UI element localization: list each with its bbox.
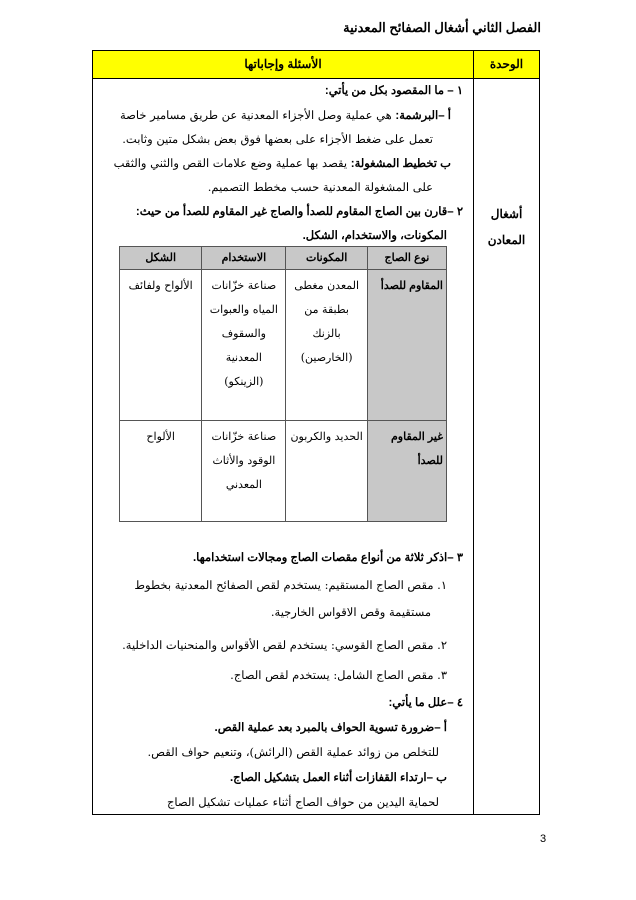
q2-title2: المكونات، والاستخدام، الشكل.: [302, 230, 447, 242]
q4-a-title: أ –ضرورة تسوية الحواف بالمبرد بعد عملية القص.: [214, 722, 447, 734]
table-row: [120, 420, 447, 522]
q1-b-text2: على المشغولة المعدنية حسب مخطط التصميم.: [207, 180, 433, 194]
chapter-title: الفصل الثاني أشغال الصفائح المعدنية: [343, 20, 541, 35]
q1-a-text2: تعمل على ضغط الأجزاء على بعضها فوق بعض بشكل متين وثابت.: [122, 132, 433, 146]
row1-type: المقاوم للصدأ: [367, 270, 446, 420]
comparison-table: [119, 246, 447, 522]
row1-components: المعدن مغطى بطبقة من بالزنك (الخارصين): [286, 270, 368, 420]
col-shape: الشكل: [120, 247, 202, 270]
column-divider: [473, 51, 474, 814]
header-questions: الأسئلة وإجاباتها: [244, 57, 322, 71]
q1-b-text1: يقصد بها عملية وضع علامات القص والثني والثقب: [113, 156, 348, 170]
comparison-header-row: [120, 247, 447, 270]
table-row: [120, 270, 447, 420]
header-unit: الوحدة: [489, 57, 524, 71]
q4-a-answer: للتخلص من زوائد عملية القص (الرائش)، وتنعيم حواف القص.: [147, 745, 439, 759]
q1-a: [120, 106, 451, 125]
row2-components: الحديد والكربون: [286, 420, 368, 522]
row2-type: غير المقاوم للصدأ: [367, 420, 446, 522]
qa-table: [92, 50, 540, 815]
q4-b-title: ب –ارتداء القفازات أثناء العمل بتشكيل الصاج.: [229, 772, 447, 784]
q1-a-label: أ –البرشمة:: [395, 110, 451, 122]
unit-name-line1: أشغال: [490, 207, 523, 221]
page-number: 3: [540, 833, 547, 845]
q1-title: ١ – ما المقصود بكل من يأتي:: [324, 85, 463, 97]
unit-name-line2: المعادن: [487, 233, 526, 247]
q4-title: ٤ –علل ما يأتي:: [388, 697, 463, 709]
unit-name: [474, 201, 539, 253]
col-type: نوع الصاج: [367, 247, 446, 270]
q1-b-label: ب تخطيط المشغولة:: [350, 158, 451, 170]
col-usage: الاستخدام: [202, 247, 286, 270]
q2-title1: ٢ –قارن بين الصاج المقاوم للصدأ والصاج غير المقاوم للصدأ من حيث:: [135, 206, 463, 218]
q3-item2: ٢. مقص الصاج القوسي: يستخدم لقص الأقواس والمنحنيات الداخلية.: [122, 638, 447, 652]
row2-usage: صناعة خزّانات الوقود والأثاث المعدني: [202, 420, 286, 522]
row1-usage: صناعة خزّانات المياه والعبوات والسقوف المعدنية (الزينكو): [202, 270, 286, 420]
row1-shape: الألواح ولفائف: [120, 270, 202, 420]
q3-item1b: مستقيمة وقص الاقواس الخارجية.: [270, 605, 431, 619]
q1-b: [114, 154, 451, 173]
q3-item3: ٣. مقص الصاج الشامل: يستخدم لقص الصاج.: [230, 668, 447, 682]
q3-title: ٣ –اذكر ثلاثة من أنواع مقصات الصاج ومجالات استخدامها.: [192, 552, 463, 564]
q4-b-answer: لحماية اليدين من حواف الصاج أثناء عمليات تشكيل الصاج: [166, 795, 439, 809]
q1-a-text1: هي عملية وصل الأجزاء المعدنية عن طريق مسامير خاصة: [119, 108, 392, 122]
col-components: المكونات: [286, 247, 368, 270]
row2-shape: الألواح: [120, 420, 202, 522]
q3-item1a: ١. مقص الصاج المستقيم: يستخدم لقص الصفائح المعدنية بخطوط: [134, 578, 447, 592]
